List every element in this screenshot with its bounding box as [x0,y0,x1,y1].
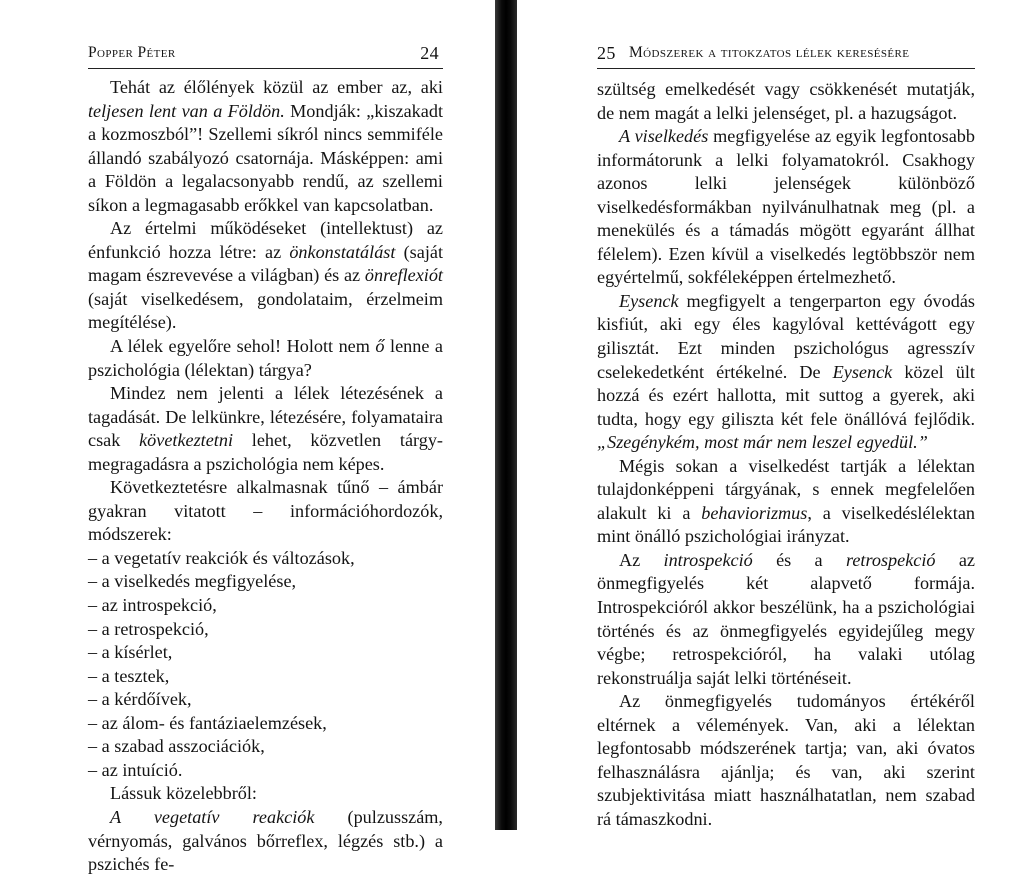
running-header-left [88,42,443,69]
paragraph [88,335,443,382]
italic-text: ő [375,336,385,357]
italic-text: teljesen lent van a Földön. [88,100,285,121]
left-body-text [88,76,443,877]
list-item: – a viselkedés megfigyelése, [88,570,443,594]
italic-text: retrospekció [845,549,936,570]
text-run: (saját viselkedésem, gondolataim, érzelmeim megítélése). [88,288,443,333]
text-run: Az [619,549,664,570]
list-item: – a kísérlet, [88,641,443,665]
paragraph [597,78,975,125]
text-run: Következtetésre alkalmasnak tűnő – ámbár gyakran vitatott – információhordozók, módszerek: [88,477,443,545]
italic-text: önkonstatálást [289,241,396,262]
right-page [597,0,975,830]
text-run: Mégis sokan a viselkedést tartják a lélektan tulajdonképpeni tárgyának, s ennek megfelelően alakult ki a [597,455,975,523]
paragraph [88,76,443,217]
italic-text: behaviorizmus [701,502,808,523]
running-header-right [597,42,975,69]
list-item: – a tesztek, [88,665,443,689]
list-item: – a szabad asszociációk, [88,735,443,759]
italic-text: Eysenck [832,361,893,382]
paragraph [88,382,443,476]
right-body-text [597,78,975,832]
author-header: Popper Péter [88,44,176,61]
text-run: (saját magam észrevevése a világban) és az [88,241,443,286]
text-run: Mondják: „kiszakadt a kozmoszból”! Szellemi síkról nincs semmiféle állandó szabályozó csatornája. Másképpen: ami a Földön a legalacsonyabb rendű, az szellemi síkon a legmagasabb erőkkel van kapcsolatban. [88,100,443,215]
right-paragraphs [597,78,975,832]
text-run: szültség emelkedését vagy csökkenését mutatják, de nem magát a lelki jelenséget, pl. a hazugságot. [597,79,975,123]
text-run: és a [752,549,846,570]
text-run: lenne a pszichológia (lélektan) tárgya? [88,336,444,380]
text-run: Tehát az élőlények közül az ember az, aki [110,77,443,97]
text-run: Az önmegfigyelés tudományos értékéről eltérnek a vélemények. Van, aki a lélektan legfontosabb módszerének tartja; van, aki óvatos felhasználásra ajánlja; és van, aki szerint szubjektivitása miatt használhatatlan, nem szabad rá támaszkodni. [597,691,975,829]
italic-text: A vegetatív reakciók [110,806,315,827]
list-item: – az álom- és fantáziaelemzések, [88,712,443,736]
italic-text: A viselkedés [619,126,709,147]
paragraph [88,476,443,547]
list-item: – a kérdőívek, [88,688,443,712]
italic-text: Eysenck [619,290,679,311]
text-run: megfigyelt a tengerparton egy óvodás kisfiút, aki egy éles kagylóval kettévágott egy gilisztát. Ezt minden pszichológus agresszív cselekedetként értékelné. De [597,290,975,382]
text-run: A lélek egyelőre sehol! Holott nem [110,336,376,357]
list-item: – az intuíció. [88,759,443,783]
text-run: Lássuk közelebbről: [110,783,257,804]
paragraph [597,455,975,549]
text-run: (pulzusszám, vérnyomás, galvános bőrreflex, légzés stb.) a pszichés fe- [88,806,443,875]
book-gutter [495,0,517,830]
left-page [88,0,444,875]
list-item: – az introspekció, [88,594,443,618]
text-run: Mindez nem jelenti a lélek létezésének a tagadását. De lelkünkre, létezésére, folyamataira csak [88,383,443,451]
text-run: megfigyelése az egyik legfontosabb informátorunk a lelki folyamatokról. Csakhogy azonos lelki jelenségek különböző viselkedésformákban nyilvánulhatnak meg (pl. a menekülés és a támadás mögött egyaránt állhat félelem). Ezen kívül a viselkedés legtöbbször nem egyértelmű, sokféleképpen értelmezhető. [597,126,975,288]
italic-text: következtetni [139,430,234,451]
text-run: lehet, közvetlen tárgy-megragadásra a pszichológia nem képes. [88,430,443,474]
italic-text: introspekció [663,549,753,570]
paragraph [88,806,443,877]
list-item: – a retrospekció, [88,618,443,642]
paragraph [597,549,975,690]
text-run: , a viselkedéslélektan mint önálló pszichológiai irányzat. [597,502,975,547]
chapter-header: Módszerek a titokzatos lélek keresésére [629,44,910,61]
paragraph [88,217,443,335]
italic-text: önreflexiót [364,265,443,286]
text-run: Az értelmi működéseket (intellektust) az énfunkció hozza létre: az [88,218,443,262]
page-number: 24 [420,43,439,63]
paragraph [597,690,975,831]
text-run: az önmegfigyelés két alapvető formája. Introspekcióról akkor beszélünk, ha a pszichológiai történés és az önmegfigyelés egyidejűleg megy végbe; retrospekcióról, ha valaki utólag rekonstruálja saját lelki történéseit. [597,549,975,688]
italic-text: „Szegénykém, most már nem leszel egyedül.” [597,432,928,453]
page-number: 25 [597,43,616,63]
paragraph [88,782,443,806]
methods-list [88,547,443,782]
paragraph [597,290,975,455]
paragraph [597,125,975,290]
text-run: közel ült hozzá és ezért hallotta, mit suttog a gyerek, aki tudta, hogy egy giliszta két fele önállóvá fejlődik. [597,361,975,429]
left-paragraphs [88,76,443,547]
list-item: – a vegetatív reakciók és változások, [88,547,443,571]
